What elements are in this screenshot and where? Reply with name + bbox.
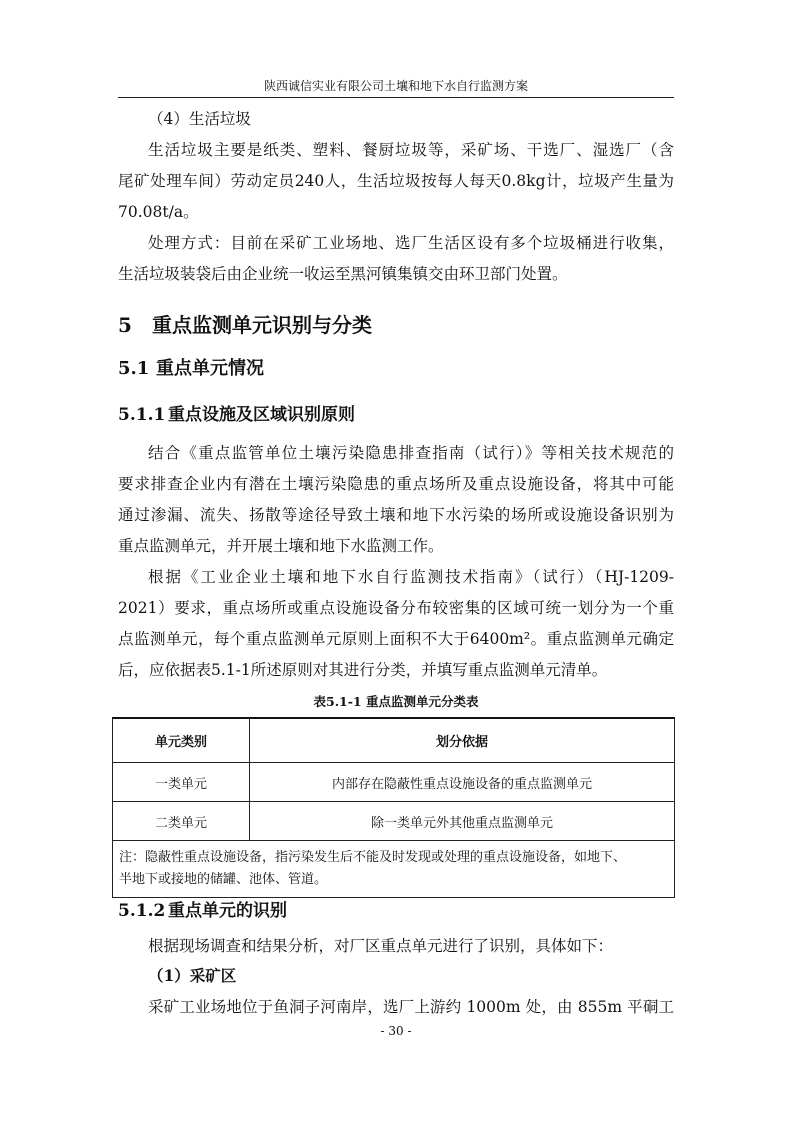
subsection-title: 重点设施及区域识别原则	[168, 405, 355, 425]
paragraph-line: 生活垃圾装袋后由企业统一收运至黑河镇集镇交由环卫部门处置。	[118, 265, 568, 283]
unit-classification-table	[112, 717, 675, 898]
paragraph-line: 点监测单元，每个重点监测单元原则上面积不大于6400m²。重点监测单元确定	[118, 630, 674, 648]
paragraph-line: 采矿工业场地位于鱼洞子河南岸，选厂上游约 1000m 处，由 855m 平硐工	[148, 998, 674, 1016]
chapter-title: 重点监测单元识别与分类	[152, 313, 372, 337]
paragraph-line: 要求排查企业内有潜在土壤污染隐患的重点场所及重点设施设备，将其中可能	[118, 475, 674, 493]
table-note	[113, 841, 675, 898]
table-note-line: 半地下或接地的储罐、池体、管道。	[119, 872, 328, 887]
subsection-heading	[118, 900, 287, 922]
section-number: 5.1	[118, 358, 150, 379]
subsection-heading	[118, 404, 355, 426]
subsection-title: 重点单元的识别	[168, 901, 287, 921]
paragraph-line: 70.08t/a。	[118, 203, 199, 221]
paragraph-line: 尾矿处理车间）劳动定员240人，生活垃圾按每人每天0.8kg计，垃圾产生量为	[118, 172, 674, 190]
table-cell: 一类单元	[113, 763, 250, 802]
column-header: 划分依据	[250, 718, 675, 763]
paragraph-line: 根据《工业企业土壤和地下水自行监测技术指南》（试行）（HJ-1209-	[148, 568, 674, 586]
table-caption: 表5.1-1 重点监测单元分类表	[313, 694, 479, 709]
section-heading	[118, 357, 264, 381]
paragraph-line: 通过渗漏、流失、扬散等途径导致土壤和地下水污染的场所或设施设备识别为	[118, 506, 674, 524]
subsection-number: 5.1.1	[118, 405, 166, 425]
paragraph-line: 2021）要求，重点场所或重点设施设备分布较密集的区域可统一划分为一个重	[118, 599, 674, 617]
table-cell: 内部存在隐蔽性重点设施设备的重点监测单元	[250, 763, 675, 802]
paragraph-line: 结合《重点监管单位土壤污染隐患排查指南（试行）》等相关技术规范的	[148, 444, 674, 462]
chapter-number: 5	[118, 313, 132, 337]
page-number: - 30 -	[380, 1024, 412, 1038]
chapter-heading	[118, 312, 372, 338]
header-rule	[118, 97, 674, 98]
paragraph-line: 后，应依据表5.1-1所述原则对其进行分类，并填写重点监测单元清单。	[118, 661, 608, 679]
subsection-number: 5.1.2	[118, 901, 166, 921]
table-row	[113, 763, 675, 802]
mine-heading: （1）采矿区	[148, 966, 237, 985]
paragraph-line: 处理方式：目前在采矿工业场地、选厂生活区设有多个垃圾桶进行收集，	[148, 234, 674, 252]
waste-heading: （4）生活垃圾	[148, 110, 251, 128]
page-header: 陕西诚信实业有限公司土壤和地下水自行监测方案	[263, 79, 528, 93]
section-title: 重点单元情况	[156, 358, 264, 379]
table-row	[113, 802, 675, 841]
paragraph-line: 根据现场调查和结果分析，对厂区重点单元进行了识别，具体如下：	[148, 937, 614, 955]
table-header-row	[113, 718, 675, 763]
column-header: 单元类别	[113, 718, 250, 763]
paragraph-line: 重点监测单元，并开展土壤和地下水监测工作。	[118, 537, 444, 555]
table-cell: 二类单元	[113, 802, 250, 841]
table-note-line: 注：隐蔽性重点设施设备，指污染发生后不能及时发现或处理的重点设施设备，如地下、	[119, 850, 627, 865]
table-cell: 除一类单元外其他重点监测单元	[250, 802, 675, 841]
paragraph-line: 生活垃圾主要是纸类、塑料、餐厨垃圾等，采矿场、干选厂、湿选厂（含	[148, 141, 674, 159]
table-note-row	[113, 841, 675, 898]
